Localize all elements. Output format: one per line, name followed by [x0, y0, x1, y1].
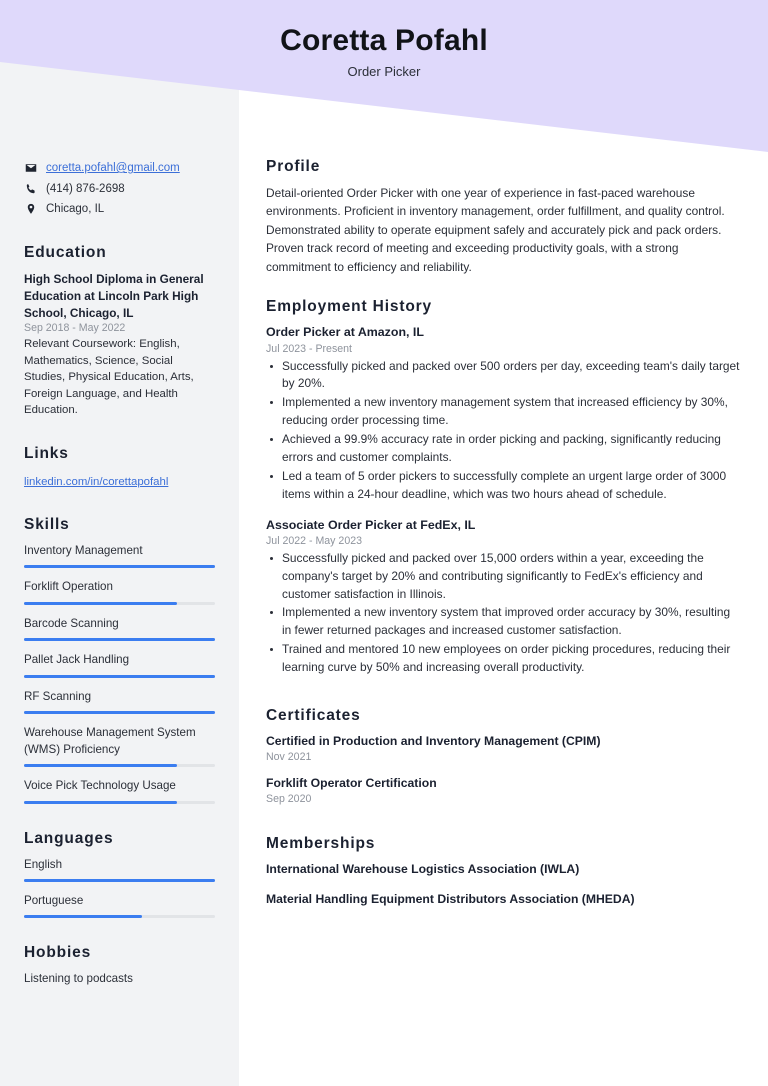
phone-text: (414) 876-2698 [46, 182, 125, 195]
education-item-description: Relevant Coursework: English, Mathematics, Science, Social Studies, Physical Education, Arts, Foreign Language, and Health Education. [24, 338, 194, 417]
education-item-title: High School Diploma in General Education at Lincoln Park High School, Chicago, IL [24, 272, 204, 320]
links-heading: Links [24, 444, 69, 462]
bullet: Led a team of 5 order pickers to successfully complete an urgent large order of 3000 items within a 24-hour deadline, which was two hours ahead of schedule. [266, 468, 740, 504]
skill-level-bar [24, 638, 215, 641]
language-label: English [24, 857, 63, 871]
profile-text: Detail-oriented Order Picker with one year of experience in fast-paced warehouse environments. Proficient in inventory management, order fulfillment, and quality control. Demonstrated ability to operate equipment safely and accurately pick and pack orders. Proven track record of meeting and exceeding productivity goals, with a strong commitment to efficiency and reliability. [266, 186, 725, 274]
skill-item [24, 652, 215, 677]
employment-section [266, 298, 740, 677]
main-content [239, 0, 768, 1086]
employment-item-bullets [266, 550, 740, 677]
membership-item: Material Handling Equipment Distributors Association (MHEDA) [266, 892, 635, 907]
skill-item [24, 616, 215, 641]
education-section [24, 244, 215, 419]
links-section [24, 445, 215, 490]
location-text: Chicago, IL [46, 203, 105, 216]
language-level-bar [24, 915, 215, 918]
contact-list [24, 160, 215, 218]
skill-level-bar [24, 764, 215, 767]
bullet: Successfully picked and packed over 15,000 orders within a year, exceeding the company's target by 20% and contributing significantly to FedEx's efficiency and customer satisfaction in Illinois. [266, 550, 740, 604]
bullet: Trained and mentored 10 new employees on order picking procedures, reducing their learning curve by 50% and increasing overall productivity. [266, 641, 740, 677]
skill-label: RF Scanning [24, 689, 92, 703]
sidebar [0, 0, 239, 1086]
languages-section [24, 830, 215, 919]
skill-label: Barcode Scanning [24, 616, 119, 630]
certificates-heading: Certificates [266, 706, 361, 724]
skill-item [24, 689, 215, 714]
skills-heading: Skills [24, 515, 70, 533]
languages-heading: Languages [24, 829, 114, 847]
bullet: Achieved a 99.9% accuracy rate in order picking and packing, significantly reducing errors and customer complaints. [266, 431, 740, 467]
profile-heading: Profile [266, 158, 321, 175]
language-label: Portuguese [24, 894, 84, 907]
language-item [24, 893, 215, 918]
skill-level-fill [24, 801, 177, 804]
skill-level-fill [24, 675, 215, 678]
envelope-icon [24, 160, 37, 174]
skill-level-bar [24, 565, 215, 568]
skill-level-fill [24, 602, 177, 605]
skill-level-fill [24, 638, 215, 641]
skill-level-fill [24, 764, 177, 767]
skill-label: Inventory Management [24, 543, 143, 557]
skill-item [24, 725, 215, 767]
certificates-section [266, 707, 740, 805]
certificate-title: Certified in Production and Inventory Management (CPIM) [266, 733, 601, 748]
skill-item [24, 579, 215, 604]
certificate-item [266, 733, 740, 763]
job-title-subtitle: Order Picker [347, 63, 421, 79]
certificate-date: Nov 2021 [266, 750, 312, 763]
skill-level-fill [24, 565, 215, 568]
education-item [24, 271, 215, 419]
skill-level-fill [24, 711, 215, 714]
skill-item [24, 543, 215, 568]
skill-level-bar [24, 602, 215, 605]
employment-item [266, 517, 740, 677]
employment-item [266, 324, 740, 503]
bullet: Implemented a new inventory system that improved order accuracy by 30%, resulting in fewer returned packages and increased customer satisfaction. [266, 604, 740, 640]
bullet: Implemented a new inventory management system that increased efficiency by 30%, reducing order processing time. [266, 394, 740, 430]
certificate-title: Forklift Operator Certification [266, 775, 437, 790]
linkedin-link[interactable]: linkedin.com/in/corettapofahl [24, 475, 169, 488]
contact-location-row [24, 201, 215, 218]
employment-item-date: Jul 2023 - Present [266, 342, 352, 355]
contact-email-row [24, 160, 215, 177]
hobbies-heading: Hobbies [24, 944, 92, 962]
employment-item-title: Associate Order Picker at FedEx, IL [266, 517, 476, 532]
memberships-heading: Memberships [266, 835, 376, 853]
hobby-item: Listening to podcasts [24, 972, 133, 986]
location-pin-icon [24, 201, 37, 215]
certificate-date: Sep 2020 [266, 793, 312, 806]
profile-section [266, 158, 740, 276]
phone-icon [24, 181, 37, 195]
language-level-fill [24, 879, 215, 882]
skill-level-bar [24, 801, 215, 804]
education-item-date: Sep 2018 - May 2022 [24, 322, 126, 335]
certificate-item [266, 775, 740, 805]
contact-phone-row [24, 181, 215, 198]
memberships-section [266, 835, 740, 908]
education-heading: Education [24, 244, 107, 262]
skill-label: Forklift Operation [24, 580, 113, 594]
employment-heading: Employment History [266, 298, 433, 316]
skill-label: Voice Pick Technology Usage [24, 779, 176, 793]
language-item [24, 857, 215, 882]
employment-item-title: Order Picker at Amazon, IL [266, 325, 424, 340]
language-level-fill [24, 915, 142, 918]
employment-item-date: Jul 2022 - May 2023 [266, 534, 362, 547]
skill-label: Pallet Jack Handling [24, 653, 130, 667]
membership-item: International Warehouse Logistics Association (IWLA) [266, 862, 580, 877]
page-title: Coretta Pofahl [280, 24, 488, 57]
bullet: Successfully picked and packed over 500 orders per day, exceeding team's daily target by 20%. [266, 358, 740, 394]
skill-level-bar [24, 675, 215, 678]
employment-item-bullets [266, 358, 740, 504]
skill-label: Warehouse Management System (WMS) Proficiency [24, 726, 196, 756]
skills-section [24, 516, 215, 804]
email-link[interactable]: coretta.pofahl@gmail.com [46, 162, 180, 174]
skill-level-bar [24, 711, 215, 714]
language-level-bar [24, 879, 215, 882]
hobbies-section [24, 944, 215, 988]
skill-item [24, 778, 215, 803]
